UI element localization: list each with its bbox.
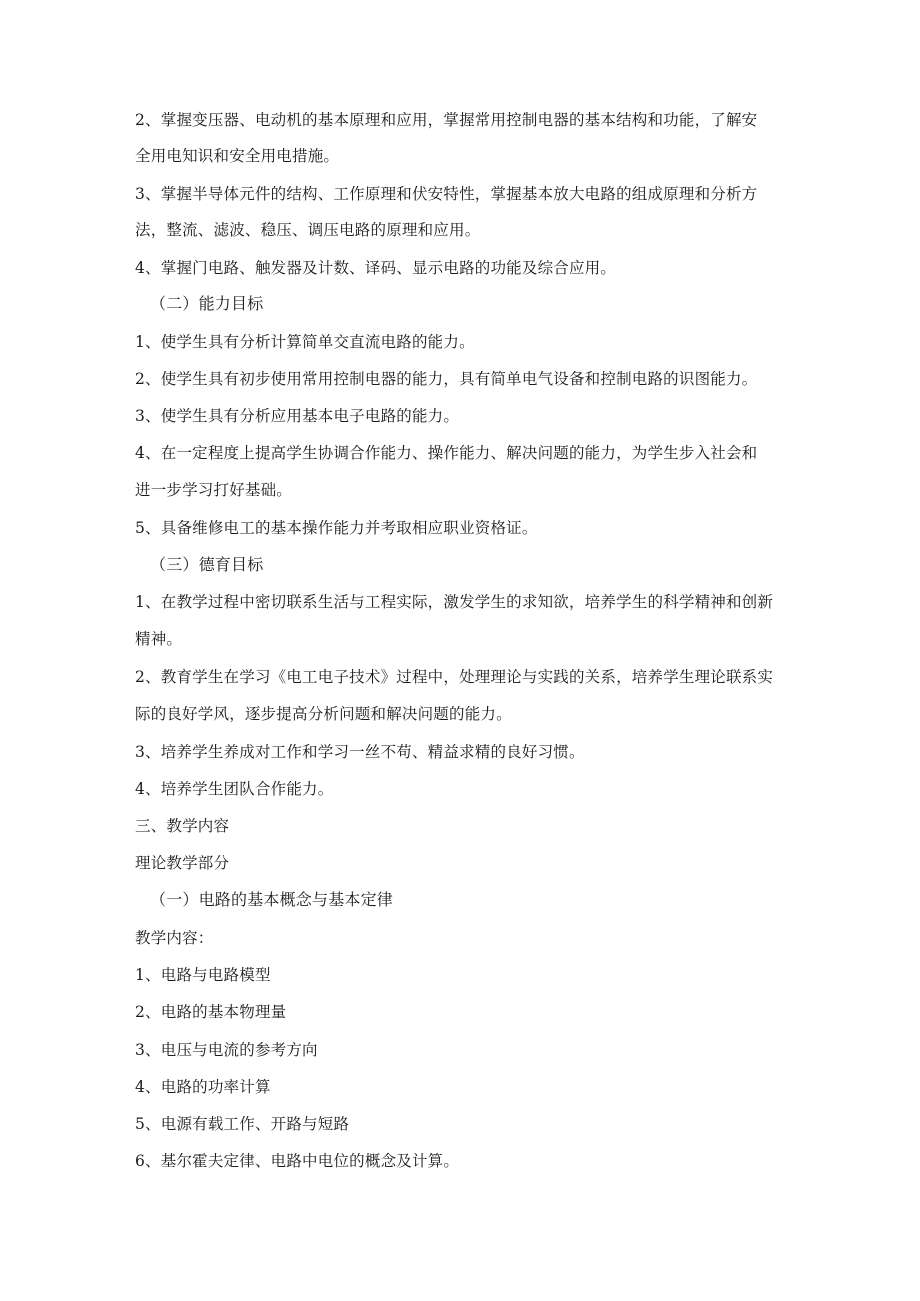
- list-item: 5、电源有载工作、开路与短路: [135, 1115, 350, 1133]
- chapter-heading: 三、教学内容: [135, 817, 230, 835]
- paragraph-line: 4、掌握门电路、触发器及计数、译码、显示电路的功能及综合应用。: [135, 259, 617, 277]
- paragraph-line: 2、使学生具有初步使用常用控制电器的能力，具有简单电气设备和控制电路的识图能力。: [135, 370, 758, 388]
- paragraph-line: 4、培养学生团队合作能力。: [135, 780, 334, 798]
- paragraph-line: 精神。: [135, 630, 183, 648]
- paragraph-line: 2、教育学生在学习《电工电子技术》过程中，处理理论与实践的关系，培养学生理论联系实: [135, 668, 774, 686]
- paragraph-line: 1、使学生具有分析计算简单交直流电路的能力。: [135, 333, 475, 351]
- list-item: 1、电路与电路模型: [135, 966, 271, 984]
- paragraph-line: 3、掌握半导体元件的结构、工作原理和伏安特性，掌握基本放大电路的组成原理和分析方: [135, 185, 758, 203]
- paragraph-line: 3、培养学生养成对工作和学习一丝不苟、精益求精的良好习惯。: [135, 743, 585, 761]
- list-item: 4、电路的功率计算: [135, 1078, 271, 1096]
- paragraph-line: 际的良好学风，逐步提高分析问题和解决问题的能力。: [135, 705, 512, 723]
- section-heading: （一）电路的基本概念与基本定律: [150, 890, 394, 909]
- label-line: 教学内容：: [135, 929, 214, 947]
- paragraph-line: 法，整流、滤波、稳压、调压电路的原理和应用。: [135, 221, 481, 239]
- subheading: 理论教学部分: [135, 854, 230, 872]
- list-item: 3、电压与电流的参考方向: [135, 1041, 318, 1059]
- paragraph-line: 4、在一定程度上提高学生协调合作能力、操作能力、解决问题的能力，为学生步入社会和: [135, 444, 758, 462]
- list-item: 2、电路的基本物理量: [135, 1003, 287, 1021]
- paragraph-line: 2、掌握变压器、电动机的基本原理和应用，掌握常用控制电器的基本结构和功能，了解安: [135, 111, 758, 129]
- list-item: 6、基尔霍夫定律、电路中电位的概念及计算。: [135, 1152, 460, 1170]
- paragraph-line: 5、具备维修电工的基本操作能力并考取相应职业资格证。: [135, 519, 538, 537]
- paragraph-line: 进一步学习打好基础。: [135, 481, 293, 499]
- section-heading: （三）德育目标: [150, 555, 264, 574]
- paragraph-line: 1、在教学过程中密切联系生活与工程实际，激发学生的求知欲，培养学生的科学精神和创新: [135, 593, 774, 611]
- section-heading: （二）能力目标: [150, 294, 264, 313]
- paragraph-line: 3、使学生具有分析应用基本电子电路的能力。: [135, 407, 460, 425]
- paragraph-line: 全用电知识和安全用电措施。: [135, 147, 340, 165]
